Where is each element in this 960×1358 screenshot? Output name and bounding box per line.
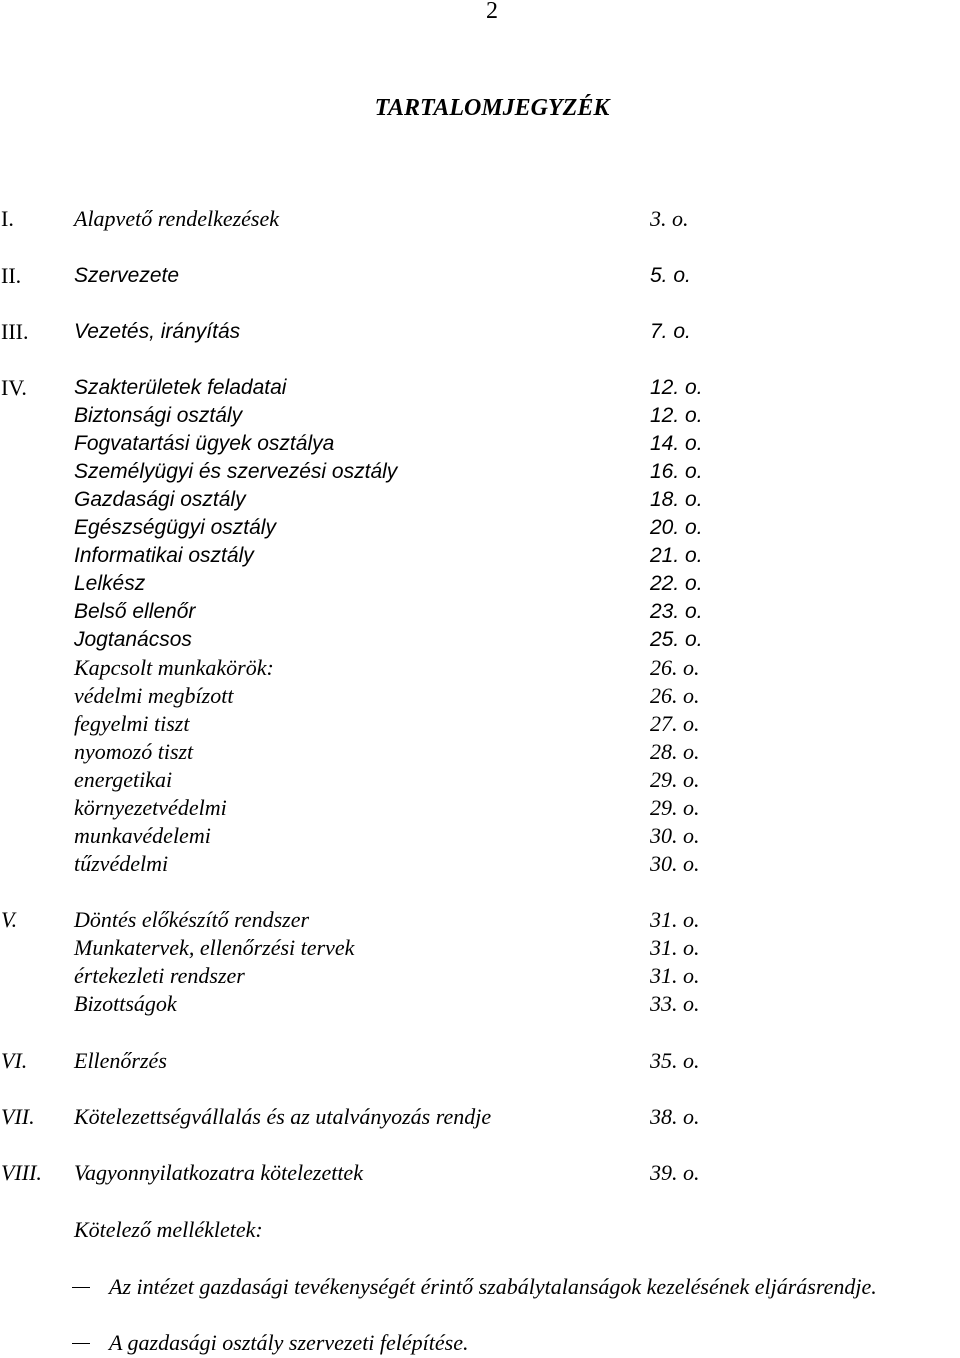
toc-entry-label: munkavédelemi — [74, 823, 211, 848]
toc-entry — [0, 374, 960, 402]
toc-subentry — [0, 598, 960, 626]
toc-entry-label: Döntés előkészítő rendszer — [74, 907, 310, 932]
toc-entry-page: 35. o. — [650, 1048, 700, 1073]
toc-entry-number: VIII. — [1, 1160, 42, 1185]
toc-entry-label: védelmi megbízott — [74, 683, 234, 708]
toc-entry-page: 22. o. — [650, 572, 703, 595]
toc-entry-page: 30. o. — [650, 823, 700, 848]
toc-entry-number: I. — [1, 206, 14, 231]
toc-entry-label: Lelkész — [74, 572, 146, 595]
toc-entry — [0, 1103, 960, 1131]
toc-entry-label: Ellenőrzés — [74, 1048, 167, 1073]
toc-entry-label: Kötelezettségvállalás és az utalványozás rendje — [74, 1104, 492, 1129]
toc-entry — [0, 318, 960, 346]
toc-entry-page: 31. o. — [650, 963, 700, 988]
toc-subentry — [0, 430, 960, 458]
toc-entry-page: 29. o. — [650, 767, 700, 792]
toc-subentry — [0, 458, 960, 486]
toc-subentry — [0, 486, 960, 514]
toc-entry-number: V. — [1, 907, 18, 932]
toc-entry-label: Vagyonnyilatkozatra kötelezettek — [74, 1160, 363, 1185]
toc-entry-page: 20. o. — [650, 516, 703, 539]
toc-entry-page: 25. o. — [650, 628, 703, 651]
toc-entry-page: 14. o. — [650, 432, 703, 455]
toc-entry-label: Egészségügyi osztály — [74, 516, 276, 539]
toc-subentry — [0, 570, 960, 598]
toc-entry-number: VI. — [1, 1048, 28, 1073]
attachment-text: A gazdasági osztály szervezeti felépítése. — [109, 1330, 469, 1355]
toc-entry-page: 33. o. — [650, 991, 700, 1016]
dash-bullet — [72, 1287, 90, 1288]
toc-subentry — [0, 822, 960, 850]
toc-entry-label: Alapvető rendelkezések — [74, 206, 280, 231]
toc-subentry — [0, 654, 960, 682]
toc-subentry — [0, 542, 960, 570]
toc-entry-label: Személyügyi és szervezési osztály — [74, 460, 398, 483]
toc-entry-page: 26. o. — [650, 655, 700, 680]
toc-entry-label: Bizottságok — [74, 991, 177, 1016]
toc-entry-page: 12. o. — [650, 376, 703, 399]
toc-entry-page: 29. o. — [650, 795, 700, 820]
toc-subentry — [0, 766, 960, 794]
toc-subentry — [0, 682, 960, 710]
toc-subentry — [0, 934, 960, 962]
toc-entry-page: 16. o. — [650, 460, 703, 483]
toc-entry-page: 21. o. — [650, 544, 703, 567]
toc-entry-label: Vezetés, irányítás — [74, 320, 241, 343]
toc-entry-label: Szakterületek feladatai — [74, 376, 287, 399]
attachments-heading: Kötelező mellékletek: — [74, 1217, 263, 1242]
toc-entry-page: 28. o. — [650, 739, 700, 764]
toc-entry-page: 3. o. — [650, 206, 689, 231]
toc-entry-label: Informatikai osztály — [74, 544, 254, 567]
toc-entry-page: 26. o. — [650, 683, 700, 708]
toc-subentry — [0, 626, 960, 654]
toc-subentry — [0, 850, 960, 878]
toc-entry-label: Munkatervek, ellenőrzési tervek — [74, 935, 355, 960]
toc-subentry — [0, 794, 960, 822]
toc-entry-number: VII. — [1, 1104, 35, 1129]
toc-subentry — [0, 514, 960, 542]
toc-entry-label: értekezleti rendszer — [74, 963, 245, 988]
toc-subentry — [0, 990, 960, 1018]
toc-subentry — [0, 738, 960, 766]
toc-entry-page: 31. o. — [650, 907, 700, 932]
toc-entry-label: Belső ellenőr — [74, 600, 196, 623]
toc-entry-label: fegyelmi tiszt — [74, 711, 190, 736]
toc-entry-page: 23. o. — [650, 600, 703, 623]
toc-entry — [0, 205, 960, 233]
toc-entry-number: III. — [1, 319, 29, 344]
attachment-item — [0, 1329, 960, 1357]
toc-entry-page: 7. o. — [650, 320, 691, 343]
toc-entry-page: 31. o. — [650, 935, 700, 960]
toc-entry-page: 18. o. — [650, 488, 703, 511]
page-number: 2 — [486, 0, 498, 24]
toc-entry-page: 12. o. — [650, 404, 703, 427]
toc-entry-page: 5. o. — [650, 264, 691, 287]
attachment-text: Az intézet gazdasági tevékenységét érintő szabálytalanságok kezelésének eljárásrendje. — [109, 1274, 877, 1299]
toc-entry — [0, 262, 960, 290]
toc-subentry — [0, 962, 960, 990]
attachment-item — [0, 1273, 960, 1301]
toc-entry-page: 38. o. — [650, 1104, 700, 1129]
toc-entry-label: Fogvatartási ügyek osztálya — [74, 432, 335, 455]
dash-bullet — [72, 1343, 90, 1344]
page-title: TARTALOMJEGYZÉK — [374, 95, 610, 121]
toc-entry-page: 30. o. — [650, 851, 700, 876]
toc-entry-label: Jogtanácsos — [74, 628, 192, 651]
toc-entry — [0, 906, 960, 934]
toc-entry-number: II. — [1, 263, 22, 288]
toc-entry-label: energetikai — [74, 767, 173, 792]
toc-entry-label: Szervezete — [74, 264, 180, 287]
toc-entry-label: Biztonsági osztály — [74, 404, 243, 427]
toc-entry — [0, 1047, 960, 1075]
toc-entry-label: Gazdasági osztály — [74, 488, 246, 511]
toc-entry-label: nyomozó tiszt — [74, 739, 194, 764]
toc-entry-page: 27. o. — [650, 711, 700, 736]
toc-entry-label: tűzvédelmi — [74, 851, 169, 876]
toc-entry-label: környezetvédelmi — [74, 795, 227, 820]
toc-subentry — [0, 710, 960, 738]
toc-entry-page: 39. o. — [650, 1160, 700, 1185]
toc-entry — [0, 1159, 960, 1187]
toc-subentry — [0, 402, 960, 430]
toc-entry-number: IV. — [1, 375, 27, 400]
toc-entry-label: Kapcsolt munkakörök: — [74, 655, 274, 680]
